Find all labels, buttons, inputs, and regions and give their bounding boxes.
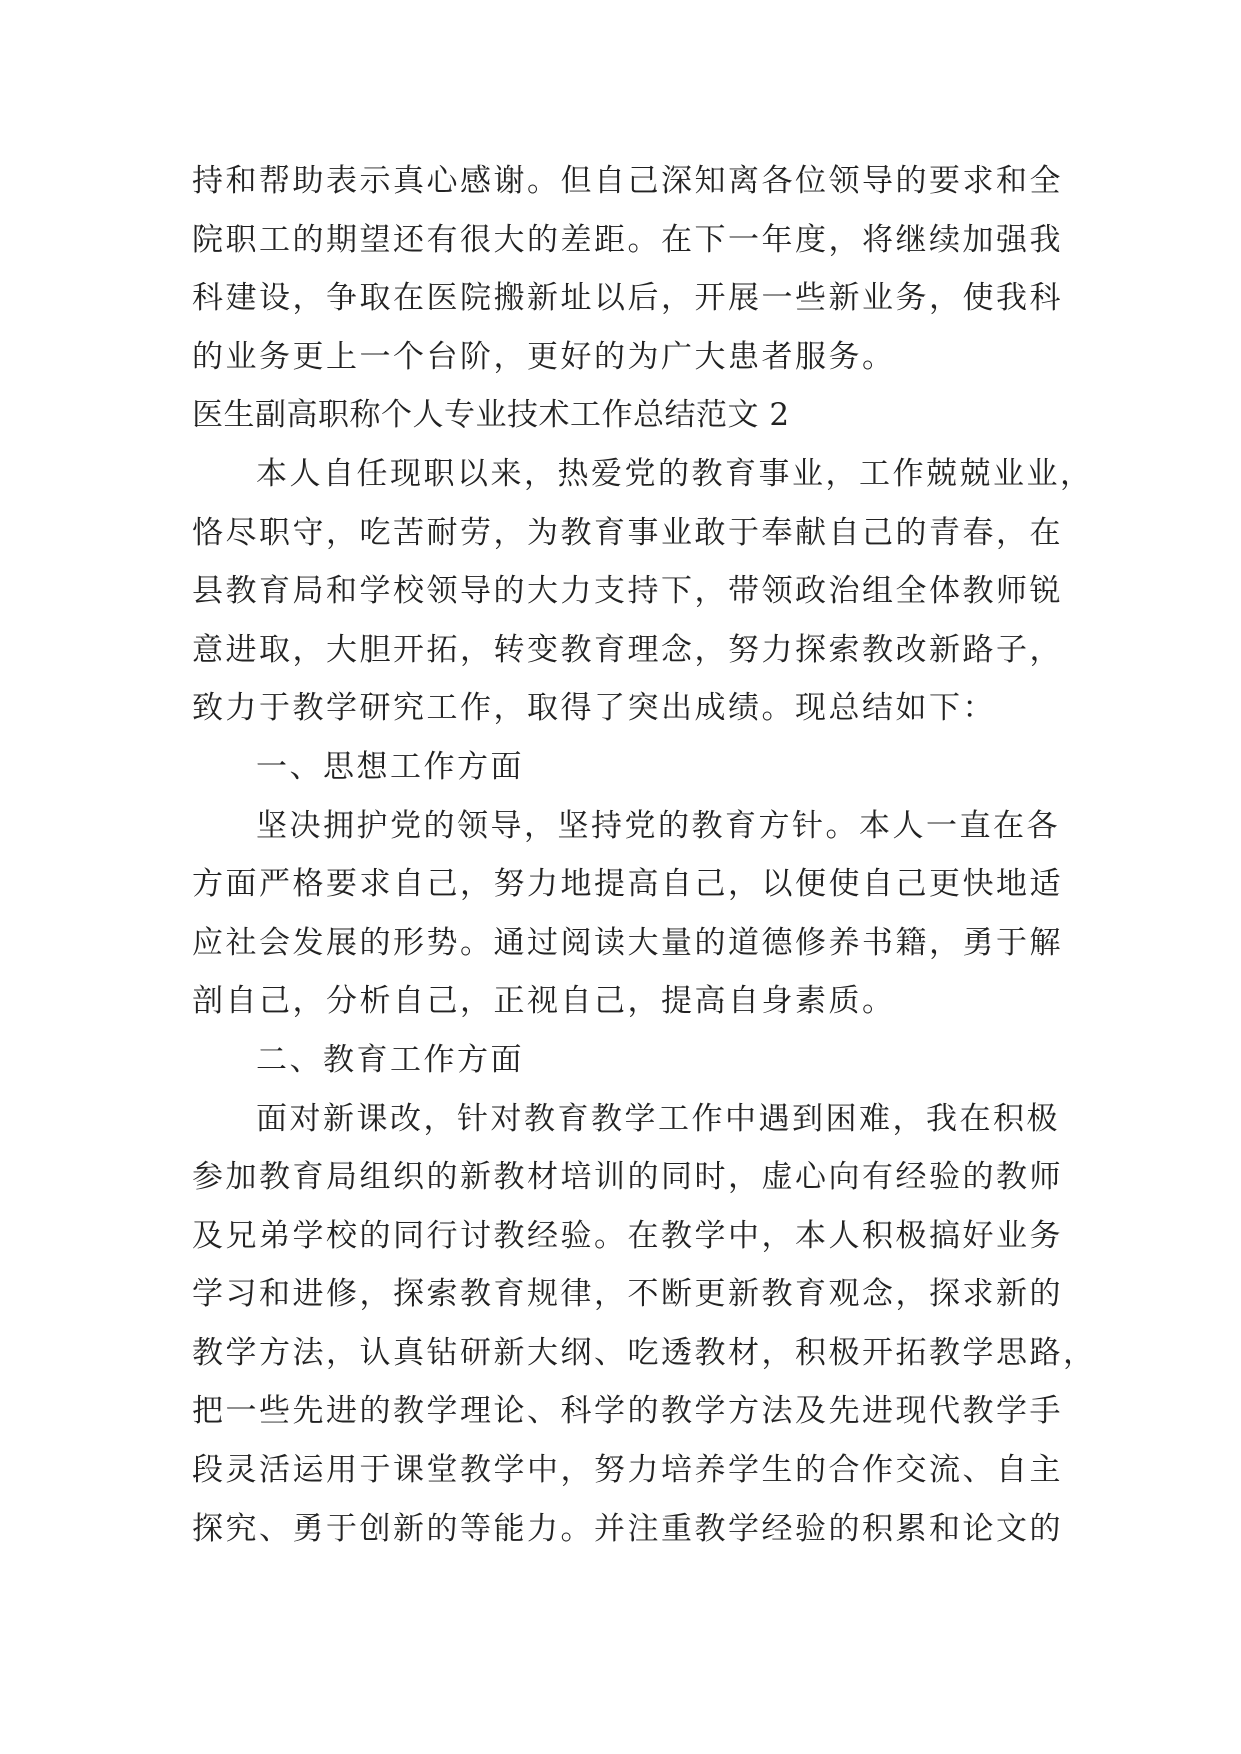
text-line: 及兄弟学校的同行讨教经验。在教学中，本人积极搞好业务 (192, 1217, 1063, 1254)
text-line: 参加教育局组织的新教材培训的同时，虚心向有经验的教师 (192, 1159, 1063, 1196)
text-line: 的业务更上一个台阶，更好的为广大患者服务。 (192, 338, 896, 375)
text-line: 意进取，大胆开拓，转变教育理念，努力探索教改新路子， (192, 631, 1063, 668)
text-line: 把一些先进的教学理论、科学的教学方法及先进现代教学手 (192, 1393, 1063, 1430)
text-line: 坚决拥护党的领导，坚持党的教育方针。本人一直在各 (256, 807, 1060, 844)
text-line: 致力于教学研究工作，取得了突出成绩。现总结如下： (192, 690, 996, 727)
text-line: 探究、勇于创新的等能力。并注重教学经验的积累和论文的 (192, 1510, 1063, 1547)
text-line: 本人自任现职以来，热爱党的教育事业，工作兢兢业业， (256, 455, 1094, 492)
text-line: 县教育局和学校领导的大力支持下，带领政治组全体教师锐 (192, 573, 1063, 610)
text-line: 剖自己，分析自己，正视自己，提高自身素质。 (192, 983, 896, 1020)
text-line: 应社会发展的形势。通过阅读大量的道德修养书籍，勇于解 (192, 924, 1063, 961)
section-title: 医生副高职称个人专业技术工作总结范文 2 (192, 397, 790, 434)
text-line: 教学方法，认真钻研新大纲、吃透教材，积极开拓教学思路， (192, 1334, 1097, 1371)
text-line: 学习和进修，探索教育规律，不断更新教育观念，探求新的 (192, 1276, 1063, 1313)
text-line: 方面严格要求自己，努力地提高自己，以便使自己更快地适 (192, 866, 1063, 903)
text-line: 院职工的期望还有很大的差距。在下一年度，将继续加强我 (192, 221, 1063, 258)
text-line: 段灵活运用于课堂教学中，努力培养学生的合作交流、自主 (192, 1452, 1063, 1489)
text-line: 恪尽职守，吃苦耐劳，为教育事业敢于奉献自己的青春，在 (192, 514, 1063, 551)
text-line: 面对新课改，针对教育教学工作中遇到困难，我在积极 (256, 1100, 1060, 1137)
document-body (192, 152, 1097, 1558)
text-line: 持和帮助表示真心感谢。但自己深知离各位领导的要求和全 (192, 163, 1063, 199)
subheading: 二、教育工作方面 (256, 1041, 524, 1078)
subheading: 一、思想工作方面 (256, 748, 524, 785)
text-line: 科建设，争取在医院搬新址以后，开展一些新业务，使我科 (192, 280, 1063, 317)
